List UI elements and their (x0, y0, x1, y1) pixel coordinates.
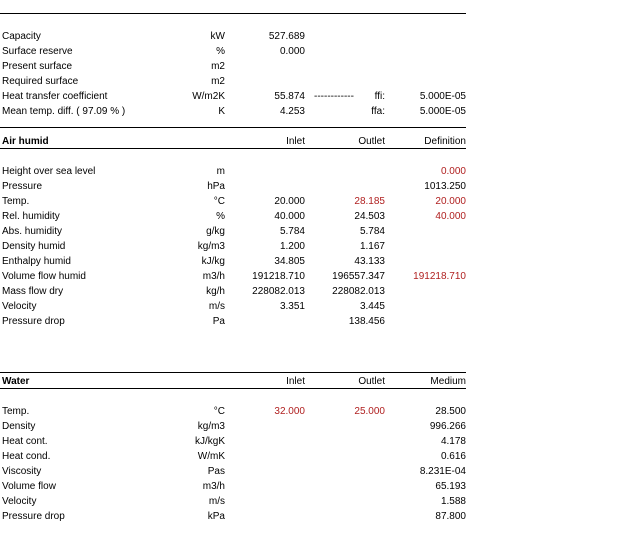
row-unit: kPa (207, 511, 225, 522)
row-label: Density (2, 421, 36, 432)
row-unit: kW (210, 31, 225, 42)
ffa-value: 5.000E-05 (419, 106, 466, 117)
col-medium: Medium (430, 376, 466, 387)
outlet-value: 43.133 (354, 256, 385, 267)
row-label: Capacity (2, 31, 41, 42)
row-label: Mean temp. diff. ( 97.09 % ) (2, 106, 126, 117)
water-header-rule (0, 388, 466, 389)
row-unit: g/kg (206, 226, 225, 237)
row-unit: W/m2K (192, 91, 225, 102)
definition-value: 0.000 (440, 166, 466, 177)
row-label: Pressure (2, 181, 43, 192)
row-label: Abs. humidity (2, 226, 63, 237)
row-unit: kJ/kg (201, 256, 225, 267)
row-unit: m2 (211, 61, 225, 72)
ffa-label: ffa: (371, 106, 385, 117)
medium-value: 87.800 (435, 511, 466, 522)
row-unit: K (218, 106, 225, 117)
table-row (0, 434, 470, 449)
row-label: Heat cond. (2, 451, 51, 462)
medium-value: 996.266 (429, 421, 466, 432)
row-value: 55.874 (274, 91, 305, 102)
air-header-rule (0, 148, 466, 149)
row-unit: m3/h (202, 271, 225, 282)
row-label: Mass flow dry (2, 286, 64, 297)
row-unit: m3/h (202, 481, 225, 492)
capacity-row (0, 29, 470, 44)
outlet-value: 25.000 (354, 406, 385, 417)
row-unit: m (216, 166, 225, 177)
outlet-value: 228082.013 (332, 286, 385, 297)
row-unit: kg/h (206, 286, 225, 297)
table-row (0, 449, 470, 464)
top-rule (0, 13, 466, 14)
col-definition: Definition (424, 136, 466, 147)
table-row (0, 179, 470, 194)
outlet-value: 138.456 (348, 316, 385, 327)
ffi-value: 5.000E-05 (419, 91, 466, 102)
row-label: Pressure drop (2, 316, 65, 327)
row-unit: m/s (208, 301, 225, 312)
table-row (0, 299, 470, 314)
row-label: Surface reserve (2, 46, 73, 57)
table-row (0, 209, 470, 224)
table-row (0, 224, 470, 239)
row-label: Volume flow humid (2, 271, 86, 282)
outlet-value: 24.503 (354, 211, 385, 222)
row-label: Velocity (2, 496, 37, 507)
row-unit: kJ/kgK (194, 436, 225, 447)
table-row (0, 269, 470, 284)
inlet-value: 20.000 (274, 196, 305, 207)
required-surface-row (0, 74, 470, 89)
row-unit: m/s (208, 496, 225, 507)
row-label: Required surface (2, 76, 79, 87)
row-unit: kg/m3 (197, 241, 225, 252)
table-row (0, 194, 470, 209)
medium-value: 4.178 (440, 436, 466, 447)
definition-value: 40.000 (435, 211, 466, 222)
table-row (0, 419, 470, 434)
table-row (0, 164, 470, 179)
mean-temp-row (0, 104, 470, 119)
row-label: Viscosity (2, 466, 42, 477)
row-unit: °C (213, 406, 225, 417)
outlet-value: 28.185 (354, 196, 385, 207)
row-label: Pressure drop (2, 511, 65, 522)
medium-value: 28.500 (435, 406, 466, 417)
medium-value: 8.231E-04 (419, 466, 466, 477)
row-label: Volume flow (2, 481, 56, 492)
medium-value: 0.616 (440, 451, 466, 462)
row-label: Rel. humidity (2, 211, 60, 222)
table-row (0, 284, 470, 299)
row-unit: °C (213, 196, 225, 207)
row-value: 4.253 (279, 106, 305, 117)
air-top-rule (0, 127, 466, 128)
table-row (0, 404, 470, 419)
table-row (0, 509, 470, 524)
inlet-value: 191218.710 (252, 271, 305, 282)
col-inlet: Inlet (286, 376, 305, 387)
row-unit: % (216, 46, 225, 57)
row-label: Temp. (2, 196, 30, 207)
row-unit: hPa (207, 181, 225, 192)
inlet-value: 228082.013 (252, 286, 305, 297)
row-value: 527.689 (268, 31, 305, 42)
water-header (0, 374, 470, 389)
medium-value: 65.193 (435, 481, 466, 492)
row-unit: % (216, 211, 225, 222)
row-label: Heat transfer coefficient (2, 91, 108, 102)
table-row (0, 314, 470, 329)
outlet-value: 1.167 (359, 241, 385, 252)
section-title: Water (2, 376, 30, 387)
table-row (0, 239, 470, 254)
row-label: Velocity (2, 301, 37, 312)
outlet-value: 196557.347 (332, 271, 385, 282)
col-outlet: Outlet (358, 136, 385, 147)
row-value: 0.000 (279, 46, 305, 57)
air-header (0, 134, 470, 149)
inlet-value: 34.805 (274, 256, 305, 267)
heat-transfer-row (0, 89, 470, 104)
definition-value: 1013.250 (424, 181, 466, 192)
table-row (0, 494, 470, 509)
definition-value: 20.000 (435, 196, 466, 207)
present-surface-row (0, 59, 470, 74)
section-title: Air humid (2, 136, 49, 147)
col-inlet: Inlet (286, 136, 305, 147)
surface-reserve-row (0, 44, 470, 59)
inlet-value: 32.000 (274, 406, 305, 417)
inlet-value: 1.200 (279, 241, 305, 252)
ffi-label: ffi: (374, 91, 385, 102)
water-top-rule (0, 372, 466, 373)
row-unit: Pa (212, 316, 225, 327)
row-label: Heat cont. (2, 436, 48, 447)
table-row (0, 254, 470, 269)
medium-value: 1.588 (440, 496, 466, 507)
outlet-value: 3.445 (359, 301, 385, 312)
inlet-value: 40.000 (274, 211, 305, 222)
inlet-value: 3.351 (279, 301, 305, 312)
row-label: Density humid (2, 241, 66, 252)
row-label: Height over sea level (2, 166, 96, 177)
definition-value: 191218.710 (413, 271, 466, 282)
row-unit: kg/m3 (197, 421, 225, 432)
row-label: Temp. (2, 406, 30, 417)
dash-separator: ------------ (314, 91, 354, 102)
outlet-value: 5.784 (359, 226, 385, 237)
row-label: Present surface (2, 61, 73, 72)
table-row (0, 479, 470, 494)
row-label: Enthalpy humid (2, 256, 71, 267)
row-unit: m2 (211, 76, 225, 87)
inlet-value: 5.784 (279, 226, 305, 237)
row-unit: W/mK (197, 451, 225, 462)
row-unit: Pas (207, 466, 225, 477)
table-row (0, 464, 470, 479)
col-outlet: Outlet (358, 376, 385, 387)
